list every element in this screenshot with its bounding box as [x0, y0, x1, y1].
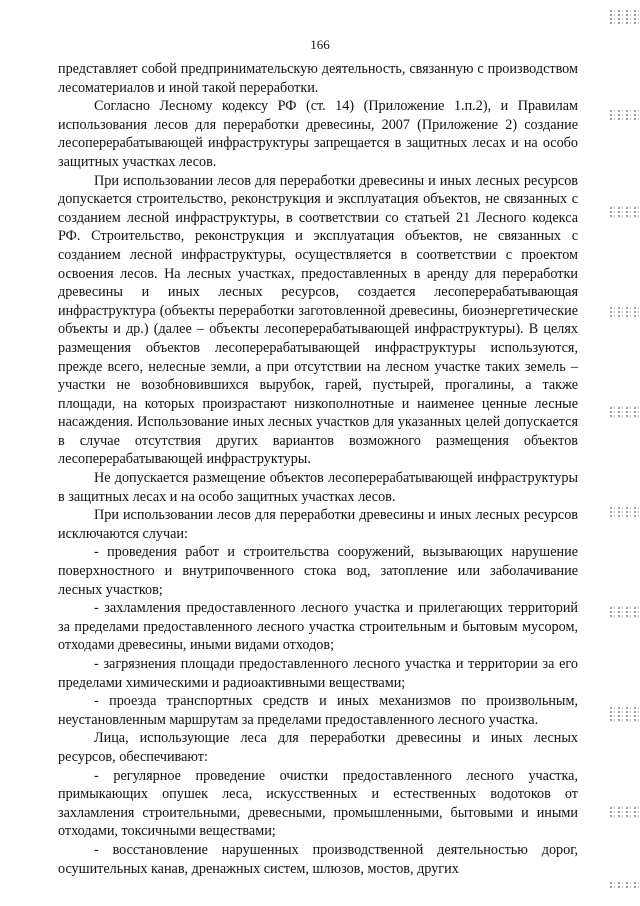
scan-artifact: [610, 705, 640, 723]
page-number: 166: [310, 37, 330, 52]
scan-artifact: [610, 880, 640, 890]
document-body: [58, 60, 578, 878]
scan-artifact: [610, 205, 640, 219]
scan-artifact: [610, 805, 640, 819]
paragraph-2: Согласно Лесному кодексу РФ (ст. 14) (Приложение 1.п.2), и Правилам использования лесов для переработки древесины, 2007 (Приложение 2) создание лесоперерабатывающей инфраструктуры запрещается в защитных лесах и на особо защитных участках лесов.: [58, 98, 578, 170]
scan-artifact: [610, 305, 640, 319]
scan-artifact: [610, 605, 640, 619]
paragraph-4: Не допускается размещение объектов лесоперерабатывающей инфраструктуры в защитных лесах и на особо защитных участках лесов.: [58, 470, 578, 505]
paragraph-1: представляет собой предпринимательскую деятельность, связанную с производством лесоматериалов и иной такой переработки.: [58, 61, 578, 96]
list-item-6: - восстановление нарушенных производственной деятельностью дорог, осушительных канав, дренажных систем, шлюзов, мостов, других: [58, 841, 578, 877]
scan-artifact: [610, 405, 640, 419]
scan-artifact: [610, 505, 640, 519]
list-item-4: - проезда транспортных средств и иных механизмов по произвольным, неустановленным маршрутам за пределами предоставленного лесного участка.: [58, 693, 578, 728]
paragraph-3: При использовании лесов для переработки древесины и иных лесных ресурсов допускается строительство, реконструкция и эксплуатация объектов, не связанных с созданием лесной инфраструктуры, в соответствии со статьей 21 Лесного кодекса РФ. Строительство, реконструкция и эксплуатация объектов, не связанных с созданием лесной инфраструктуры, осуществляется в соответствии с проектом освоения лесов. На лесных участках, предоставленных в аренду для переработки древесины и иных лесных ресурсов, создается лесоперерабатывающая инфраструктура (объекты переработки заготовленной древесины, биоэнергетические объекты и др.) (далее – объекты лесоперерабатывающей инфраструктуры). В целях размещения объектов лесоперерабатывающей инфраструктуры используются, прежде всего, нелесные земли, а при отсутствии на лесном участке таких земель – участки не возобновившихся вырубок, гарей, пустырей, прогалины, а также площади, на которых произрастают низкополнотные и наименее ценные лесные насаждения. Использование иных лесных участков для указанных целей допускается в случае отсутствия других вариантов возможного размещения объектов лесоперерабатывающей инфраструктуры.: [58, 172, 578, 468]
list-item-5: - регулярное проведение очистки предоставленного лесного участка, примыкающих опушек леса, искусственных и естественных водотоков от захламления строительными, древесными, промышленными, бытовыми и иными отходами, токсичными веществами;: [58, 767, 578, 840]
paragraph-5: При использовании лесов для переработки древесины и иных лесных ресурсов исключаются случаи:: [58, 507, 578, 542]
list-item-2: - захламления предоставленного лесного участка и прилегающих территорий за пределами предоставленного лесного участка строительным и бытовым мусором, отходами древесины, иными видами отходов;: [58, 600, 578, 654]
paragraph-6: Лица, использующие леса для переработки древесины и иных лесных ресурсов, обеспечивают:: [58, 730, 578, 765]
scan-artifact: [610, 108, 640, 122]
list-item-1: - проведения работ и строительства сооружений, вызывающих нарушение поверхностного и внутрипочвенного стока вод, затопление или заболачивание лесных участков;: [58, 544, 578, 598]
list-item-3: - загрязнения площади предоставленного лесного участка и территории за его пределами химическими и радиоактивными веществами;: [58, 656, 578, 691]
scan-artifact: [610, 8, 640, 26]
